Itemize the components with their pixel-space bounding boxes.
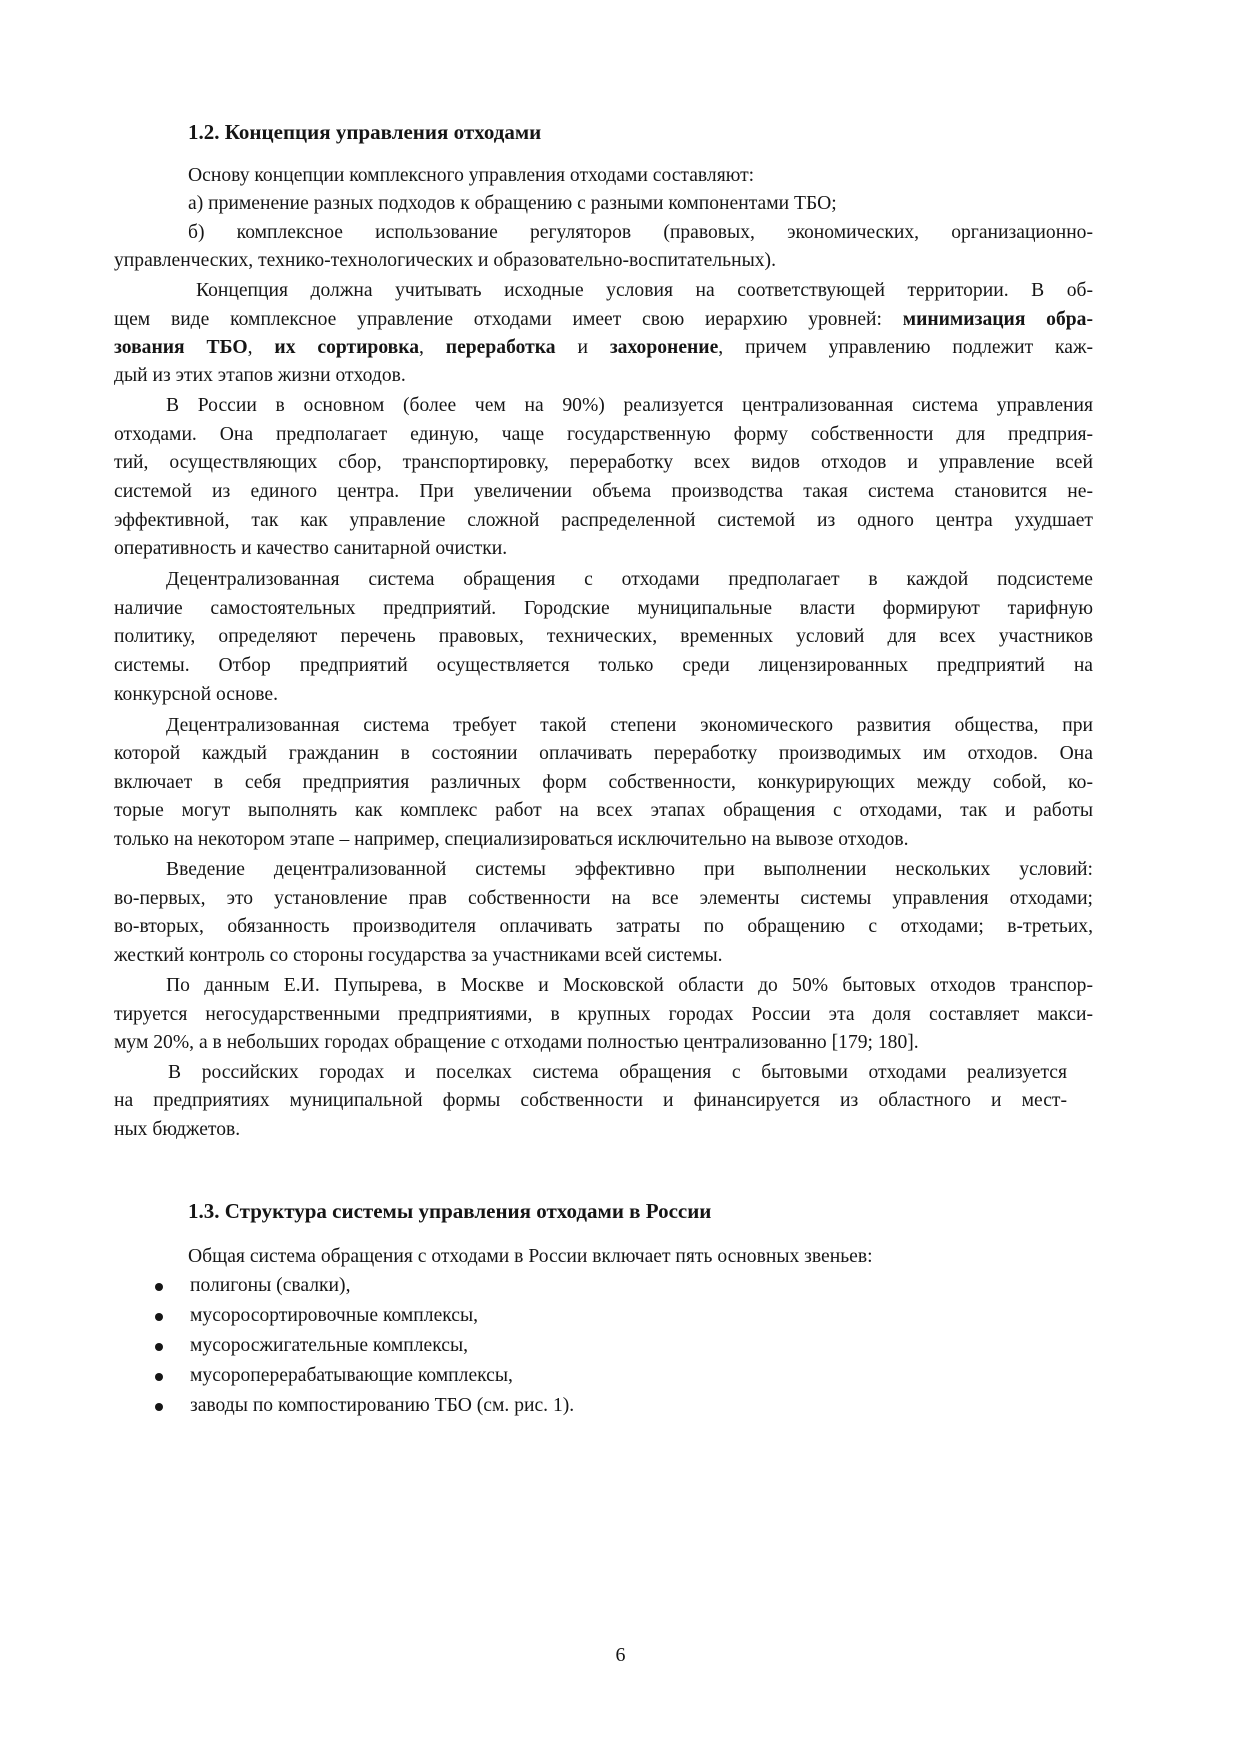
- decentral-line-5: конкурсной основе.: [114, 684, 279, 705]
- list-item: заводы по компостированию ТБО (см. рис. 1).: [190, 1395, 575, 1416]
- russia-line-4: системой из единого центра. При увеличении объема производства такая система становится не-: [114, 481, 1093, 502]
- list-item: мусоросжигательные комплексы,: [190, 1335, 469, 1356]
- page-number: 6: [615, 1644, 626, 1666]
- list-item-b-line-2: управленческих, технико-технологических и образовательно-воспитательных).: [114, 250, 776, 271]
- concept-line-2: [114, 306, 1093, 334]
- require-line-5: только на некотором этапе – например, специализироваться исключительно на вывозе отходов.: [114, 829, 909, 850]
- bullet-icon: [155, 1373, 163, 1381]
- concept-text: щем виде комплексное управление отходами имеет свою иерархию уровней:: [114, 309, 903, 330]
- emphasis-sorting: их сортировка: [274, 337, 420, 358]
- pupyrev-line-3: мум 20%, а в небольших городах обращение с отходами полностью централизованно [179; 180].: [114, 1032, 919, 1053]
- russia-line-6: оперативность и качество санитарной очистки.: [114, 538, 508, 559]
- bullet-icon: [155, 1343, 163, 1351]
- decentral-line-1: Децентрализованная система обращения с отходами предполагает в каждой подсистеме: [166, 569, 1093, 590]
- decentral-line-4: системы. Отбор предприятий осуществляется только среди лицензированных предприятий на: [114, 655, 1093, 676]
- decentral-line-2: наличие самостоятельных предприятий. Городские муниципальные власти формируют тарифную: [114, 598, 1093, 619]
- require-line-1: Децентрализованная система требует такой степени экономического развития общества, при: [166, 715, 1093, 736]
- emphasis-burial: захоронение: [609, 337, 719, 358]
- bullet-icon: [155, 1403, 163, 1411]
- conditions-line-4: жесткий контроль со стороны государства за участниками всей системы.: [114, 945, 723, 966]
- decentral-line-3: политику, определяют перечень правовых, технических, временных условий для всех участников: [114, 626, 1093, 647]
- concept-line-4: дый из этих этапов жизни отходов.: [114, 365, 406, 386]
- list-item-b-line-1: б) комплексное использование регуляторов (правовых, экономических, организационно-: [188, 222, 1093, 243]
- separator: ,: [247, 337, 275, 358]
- require-line-4: торые могут выполнять как комплекс работ на всех этапах обращения с отходами, так и работы: [114, 800, 1093, 821]
- list-item-a: а) применение разных подходов к обращению с разными компонентами ТБО;: [188, 193, 837, 214]
- intro-line: Основу концепции комплексного управления отходами составляют:: [188, 165, 755, 186]
- list-item: мусороперерабатывающие комплексы,: [190, 1365, 513, 1386]
- pupyrev-line-1: По данным Е.И. Пупырева, в Москве и Московской области до 50% бытовых отходов транспор-: [166, 975, 1093, 996]
- bullet-icon: [155, 1283, 163, 1291]
- russia-line-2: отходами. Она предполагает единую, чаще государственную форму собственности для предприя-: [114, 424, 1093, 445]
- cities-line-2: на предприятиях муниципальной формы собственности и финансируется из областного и мест-: [114, 1090, 1067, 1111]
- separator: и: [555, 337, 610, 358]
- russia-line-1: В России в основном (более чем на 90%) реализуется централизованная система управления: [166, 395, 1093, 416]
- concept-line-1: Концепция должна учитывать исходные условия на соответствующей территории. В об-: [196, 280, 1093, 301]
- concept-line-3: [114, 334, 1093, 362]
- list-item: мусоросортировочные комплексы,: [190, 1305, 479, 1326]
- russia-line-5: эффективной, так как управление сложной распределенной системой из одного центра ухудшает: [114, 510, 1093, 531]
- concept-text: , причем управлению подлежит каж-: [718, 337, 1094, 358]
- require-line-3: включает в себя предприятия различных форм собственности, конкурирующих между собой, ко-: [114, 772, 1093, 793]
- structure-intro: Общая система обращения с отходами в России включает пять основных звеньев:: [188, 1246, 873, 1267]
- section-heading-1-3: 1.3. Структура системы управления отходами в России: [188, 1199, 712, 1223]
- bullet-icon: [155, 1313, 163, 1321]
- list-item: полигоны (свалки),: [190, 1275, 351, 1296]
- pupyrev-line-2: тируется негосударственными предприятиями, в крупных городах России эта доля составляет макси-: [114, 1004, 1093, 1025]
- cities-line-3: ных бюджетов.: [114, 1119, 241, 1140]
- separator: ,: [419, 337, 446, 358]
- conditions-line-3: во-вторых, обязанность производителя оплачивать затраты по обращению с отходами; в-третьих,: [114, 916, 1093, 937]
- emphasis-minimization: минимизация обра-: [902, 309, 1093, 330]
- section-heading-1-2: 1.2. Концепция управления отходами: [188, 120, 542, 144]
- conditions-line-1: Введение децентрализованной системы эффективно при выполнении нескольких условий:: [166, 859, 1093, 880]
- emphasis-formation: зования ТБО: [114, 337, 248, 358]
- russia-line-3: тий, осуществляющих сбор, транспортировку, переработку всех видов отходов и управление всей: [114, 452, 1093, 473]
- cities-line-1: В российских городах и поселках система обращения с бытовыми отходами реализуется: [168, 1062, 1067, 1083]
- require-line-2: которой каждый гражданин в состоянии оплачивать переработку производимых им отходов. Она: [114, 743, 1093, 764]
- emphasis-processing: переработка: [445, 337, 556, 358]
- conditions-line-2: во-первых, это установление прав собственности на все элементы системы управления отходами;: [114, 888, 1093, 909]
